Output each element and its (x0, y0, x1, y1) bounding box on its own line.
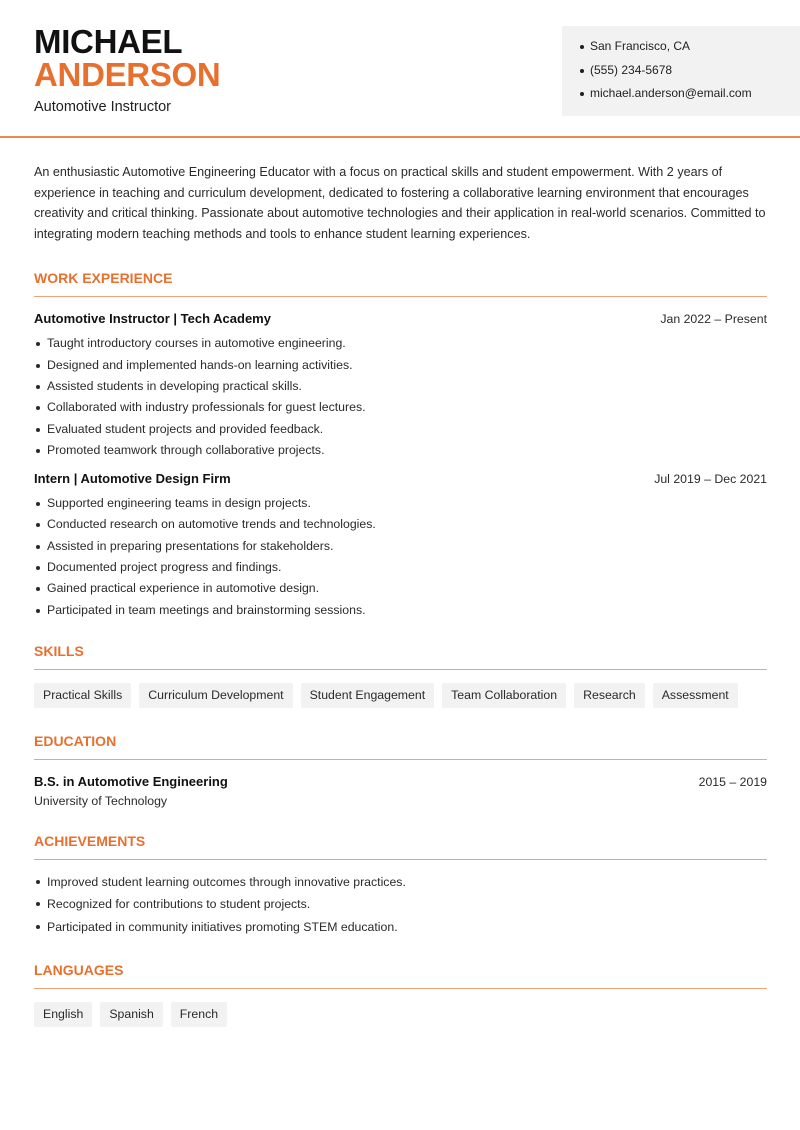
achievements-section (34, 833, 767, 939)
skill-tag: Research (574, 683, 645, 708)
bullet-item: Designed and implemented hands-on learning activities. (34, 355, 767, 376)
bullet-item: Supported engineering teams in design projects. (34, 493, 767, 514)
section-heading-achievements: ACHIEVEMENTS (34, 833, 767, 860)
skills-section (34, 643, 767, 708)
job-entry-date: Jul 2019 – Dec 2021 (654, 472, 767, 487)
bullet-item: Collaborated with industry professionals for guest lectures. (34, 397, 767, 418)
work-section (34, 270, 767, 621)
degree-title: B.S. in Automotive Engineering (34, 773, 228, 789)
section-heading-skills: SKILLS (34, 643, 767, 670)
bullet-item: Assisted students in developing practical skills. (34, 376, 767, 397)
contact-location: San Francisco, CA (562, 36, 800, 60)
section-heading-languages: LANGUAGES (34, 962, 767, 989)
language-tag: French (171, 1002, 227, 1027)
contact-phone: (555) 234-5678 (562, 60, 800, 84)
language-tags (34, 1002, 767, 1027)
bullet-item: Documented project progress and findings. (34, 557, 767, 578)
job-entry-date: Jan 2022 – Present (660, 312, 767, 327)
contact-email[interactable]: michael.anderson@email.com (562, 83, 800, 107)
language-tag: English (34, 1002, 92, 1027)
bullet-item: Gained practical experience in automotive design. (34, 578, 767, 599)
bullet-item: Participated in team meetings and brainstorming sessions. (34, 600, 767, 621)
bullet-item: Assisted in preparing presentations for stakeholders. (34, 536, 767, 557)
job-entry-title: Automotive Instructor | Tech Academy (34, 311, 271, 327)
last-name: ANDERSON (34, 56, 221, 93)
contact-box (562, 26, 800, 116)
school-name: University of Technology (34, 793, 168, 808)
education-section (34, 733, 767, 808)
skills-tags (34, 683, 767, 708)
summary: An enthusiastic Automotive Engineering Educator with a focus on practical skills and student empowerment. With 2 years of experience in teaching and curriculum development, dedicated to fostering a collaborative learning environment that encourages creativity and critical thinking. Passionate about automotive technologies and their application in real-world scenarios. Committed to integrating modern teaching methods and tools to enhance student learning experiences. (34, 165, 766, 241)
job-entry (34, 311, 767, 461)
bullet-item: Conducted research on automotive trends and technologies. (34, 514, 767, 535)
language-tag: Spanish (100, 1002, 162, 1027)
skill-tag: Team Collaboration (442, 683, 566, 708)
skill-tag: Curriculum Development (139, 683, 292, 708)
job-entry-title: Intern | Automotive Design Firm (34, 471, 231, 487)
bullet-item: Promoted teamwork through collaborative projects. (34, 440, 767, 461)
bullet-item: Recognized for contributions to student projects. (34, 893, 767, 916)
languages-section (34, 962, 767, 1027)
first-name: MICHAEL (34, 23, 183, 60)
bullet-item: Evaluated student projects and provided feedback. (34, 419, 767, 440)
job-entry (34, 471, 767, 621)
job-title: Automotive Instructor (34, 99, 171, 115)
bullet-item: Improved student learning outcomes through innovative practices. (34, 871, 767, 894)
resume-body (34, 162, 767, 1027)
education-date: 2015 – 2019 (698, 774, 767, 789)
resume-header (0, 0, 800, 138)
section-heading-work: WORK EXPERIENCE (34, 270, 767, 297)
skill-tag: Student Engagement (301, 683, 435, 708)
bullet-item: Participated in community initiatives promoting STEM education. (34, 916, 767, 939)
skill-tag: Assessment (653, 683, 738, 708)
bullet-item: Taught introductory courses in automotive engineering. (34, 333, 767, 354)
section-heading-education: EDUCATION (34, 733, 767, 760)
skill-tag: Practical Skills (34, 683, 131, 708)
